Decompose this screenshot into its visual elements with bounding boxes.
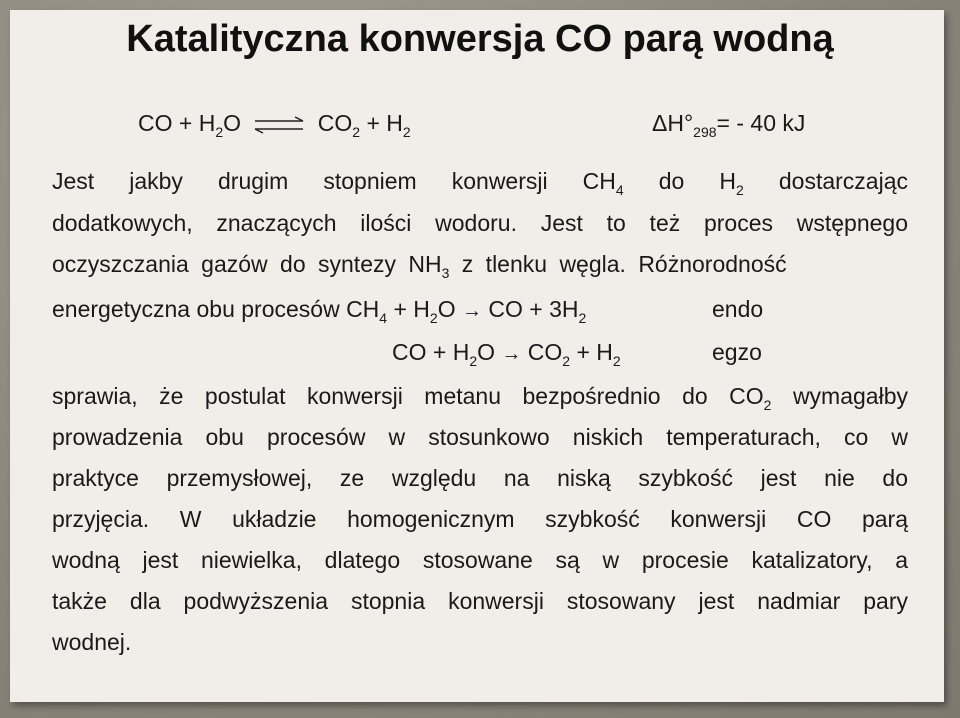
text-segment: CO + 3H [482,296,579,322]
text-segment: dostarczając [743,168,908,194]
text-segment: CO [521,339,563,365]
dh-sub: 298 [693,124,717,140]
text-line-5 [392,339,621,369]
text-segment: Jest jakby drugim stopniem konwersji CH [52,168,616,194]
equilibrium-equation [138,110,411,140]
dh-label: ΔH° [652,110,694,136]
text-segment: O [477,339,502,365]
text-segment: + H [387,296,430,322]
text-line-2: dodatkowych, znaczących ilości wodoru. Jest to też proces wstępnego [52,210,908,236]
equilibrium-arrows-icon [251,116,307,134]
eq-sub: 2 [352,124,361,140]
text-line-9: przyjęcia. W układzie homogenicznym szybkość konwersji CO parą [52,506,908,532]
endo-label: endo [712,296,764,322]
text-line-4 [52,296,587,326]
text-segment: wymagałby [771,383,908,409]
subscript: 2 [469,353,478,369]
subscript: 4 [379,310,388,326]
text-line-12: wodnej. [52,629,132,655]
subscript: 2 [736,182,744,198]
text-line-8: praktyce przemysłowej, ze względu na niską szybkość jest nie do [52,465,908,491]
subscript: 4 [615,182,624,198]
subscript: 2 [562,353,571,369]
eq-sub: 2 [402,124,411,140]
text-line-1 [52,168,908,198]
text-segment: oczyszczania gazów do syntezy NH [52,251,442,277]
text-line-7: prowadzenia obu procesów w stosunkowo niskich temperaturach, co w [52,424,908,450]
slide-title: Katalityczna konwersja CO parą wodną [126,18,834,60]
reaction-arrow-icon: → [501,343,522,365]
eq-lhs-o: O [223,110,242,136]
text-segment: sprawia, że postulat konwersji metanu bezpośrednio do CO [52,383,764,409]
subscript: 3 [441,265,450,281]
egzo-label: egzo [712,339,762,365]
text-segment: z tlenku węgla. Różnorodność [449,251,787,277]
text-segment: O [437,296,462,322]
text-line-10: wodną jest niewielka, dlatego stosowane są w procesie katalizatory, a [52,547,908,573]
text-segment: do H [623,168,737,194]
enthalpy-value [652,110,806,140]
dh-value: = - 40 kJ [716,110,806,136]
eq-rhs: CO [317,110,353,136]
eq-sub: 2 [215,124,224,140]
eq-rhs-h: + H [360,110,403,136]
reaction-arrow-icon: → [462,300,482,322]
subscript: 2 [578,310,587,326]
subscript: 2 [429,310,438,326]
subscript: 2 [763,397,772,413]
text-segment: energetyczna obu procesów CH [52,296,380,322]
text-segment: + H [570,339,613,365]
text-line-6 [52,383,908,413]
subscript: 2 [612,353,621,369]
text-line-11: także dla podwyższenia stopnia konwersji stosowany jest nadmiar pary [52,588,908,614]
text-line-3 [52,251,908,281]
text-segment: CO + H [392,339,470,365]
eq-lhs: CO + H [138,110,216,136]
